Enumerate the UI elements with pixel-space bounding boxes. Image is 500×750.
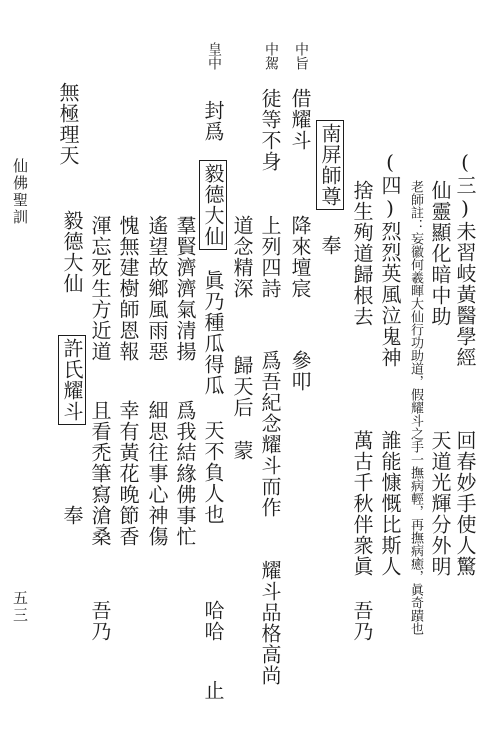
- tu-deng-bu-shen: 徒等不身: [258, 88, 282, 172]
- kui-wu-jian-shu: 愧無建樹師恩報: [116, 215, 140, 362]
- signature-wu-nai-1: 吾乃: [350, 600, 374, 642]
- xi-si-wang-shi: 細思往事心神傷: [145, 400, 169, 547]
- yao-wang-gu-xiang: 遙望故鄉風雨惡: [145, 215, 169, 362]
- meng: 蒙: [230, 440, 254, 461]
- poem-number-4: (四): [378, 150, 402, 221]
- yi-de-da-xian-1: 毅德大仙: [203, 160, 223, 250]
- huang-zhong-label: 皇中: [206, 42, 222, 70]
- jie-yao-dou: 借耀斗: [288, 88, 312, 151]
- ha-ha: 哈哈: [201, 600, 225, 642]
- feng-1: 奉: [318, 235, 342, 256]
- poem-4-line-2: 誰能慷慨比斯人: [378, 430, 402, 577]
- poem-4-line-1: (四)烈烈英風泣鬼神: [378, 150, 402, 368]
- xing-you-huang-hua: 幸有黃花晚節香: [116, 400, 140, 547]
- wei-wo-jie-yuan: 爲我結緣佛事忙: [173, 400, 197, 547]
- wei-wu-ji-nian: 爲吾紀念耀斗而作: [258, 350, 282, 518]
- page-number: 五三: [11, 590, 29, 624]
- poem-3-line-4: 天道光輝分外明: [428, 430, 452, 577]
- yi-de-da-xian-2: 毅德大仙: [60, 210, 84, 294]
- hun-wang-si-sheng: 渾忘死生方近道: [88, 215, 112, 362]
- wuji-litian-title: 無極理天: [56, 82, 80, 166]
- poem-3-line-1: (三)未習岐黃醫學經: [453, 150, 477, 368]
- zhi: 止: [201, 680, 225, 701]
- poem-4-line-4: 萬古千秋伴衆眞: [350, 430, 374, 577]
- nanping-shizun-box: 南屏師尊: [316, 120, 344, 210]
- qun-xian-ji-ji: 羣賢濟濟氣清揚: [173, 215, 197, 362]
- yao-dou-pin-ge: 耀斗品格高尚: [258, 560, 282, 686]
- can-kou: 參叩: [288, 350, 312, 392]
- jiang-lai-tan-chen: 降來壇宸: [288, 215, 312, 299]
- nanping-shizun-header: [320, 120, 340, 210]
- dao-nian-jing-shen: 道念精深: [230, 215, 254, 299]
- teacher-commentary: 老師註：妄徽何羲暉大仙行功助道，假耀斗之手一撫病輕，再撫病癒，眞奇蹟也: [408, 180, 423, 635]
- gui-tian-hou: 歸天后: [230, 355, 254, 418]
- xu-shi-yao-dou: 許氏耀斗: [62, 335, 82, 425]
- poem-4-line-3: 捨生殉道歸根去: [350, 180, 374, 327]
- zhen-nai-zhong-gua: 眞乃種瓜得瓜: [201, 270, 225, 396]
- poem-3-line-2: 回春妙手使人驚: [453, 430, 477, 577]
- shang-lie-si-shi: 上列四詩: [258, 215, 282, 299]
- poem-number-3: (三): [453, 150, 477, 221]
- feng-2: 奉: [60, 505, 84, 526]
- book-title-sidebar: 仙佛聖訓: [11, 158, 29, 226]
- feng-wei: 封爲: [201, 100, 225, 142]
- qie-kan-tu-bi: 且看禿筆寫滄桑: [88, 400, 112, 547]
- zhong-jia-label: 中駕: [263, 42, 279, 70]
- zhong-zhi-label: 中旨: [293, 42, 309, 70]
- poem-3-line-3: 仙靈顯化暗中助: [428, 180, 452, 327]
- signature-wu-nai-2: 吾乃: [88, 600, 112, 642]
- tian-bu-fu-ren: 天不負人也: [201, 420, 225, 525]
